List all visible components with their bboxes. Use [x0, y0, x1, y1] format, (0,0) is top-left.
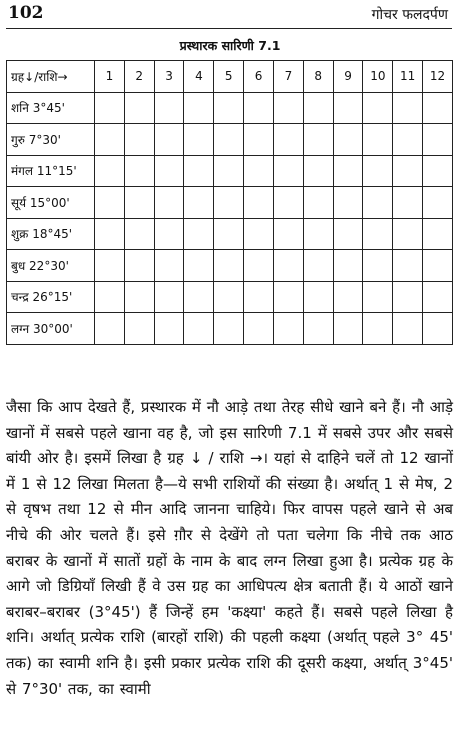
planet-label: शनि 3°45' [7, 92, 95, 124]
prastharak-table [6, 60, 453, 345]
corner-label: ग्रह↓/राशि→ [7, 61, 95, 93]
empty-cell [244, 124, 274, 156]
empty-cell [333, 92, 363, 124]
empty-cell [184, 124, 214, 156]
header-rule [6, 28, 452, 29]
sign-number-header: 10 [363, 61, 393, 93]
empty-cell [214, 155, 244, 187]
table-row [7, 250, 453, 282]
empty-cell [124, 218, 154, 250]
empty-cell [184, 250, 214, 282]
empty-cell [184, 281, 214, 313]
empty-cell [214, 313, 244, 345]
empty-cell [393, 218, 423, 250]
empty-cell [273, 92, 303, 124]
empty-cell [95, 281, 125, 313]
empty-cell [244, 187, 274, 219]
empty-cell [333, 250, 363, 282]
empty-cell [214, 281, 244, 313]
empty-cell [303, 218, 333, 250]
planet-label: चन्द्र 26°15' [7, 281, 95, 313]
header-row [7, 61, 453, 93]
table-row [7, 218, 453, 250]
sign-number-header: 6 [244, 61, 274, 93]
table-row [7, 313, 453, 345]
sign-number-header: 11 [393, 61, 423, 93]
empty-cell [363, 250, 393, 282]
planet-label: लग्न 30°00' [7, 313, 95, 345]
empty-cell [124, 124, 154, 156]
planet-label: सूर्य 15°00' [7, 187, 95, 219]
empty-cell [184, 218, 214, 250]
empty-cell [95, 124, 125, 156]
empty-cell [154, 313, 184, 345]
sign-number-header: 2 [124, 61, 154, 93]
empty-cell [363, 92, 393, 124]
empty-cell [423, 218, 453, 250]
empty-cell [95, 187, 125, 219]
empty-cell [244, 155, 274, 187]
empty-cell [423, 313, 453, 345]
sign-number-header: 12 [423, 61, 453, 93]
empty-cell [95, 313, 125, 345]
empty-cell [423, 281, 453, 313]
empty-cell [154, 124, 184, 156]
empty-cell [363, 187, 393, 219]
empty-cell [154, 250, 184, 282]
empty-cell [154, 218, 184, 250]
empty-cell [393, 155, 423, 187]
empty-cell [303, 92, 333, 124]
table-row [7, 155, 453, 187]
sign-number-header: 3 [154, 61, 184, 93]
empty-cell [393, 187, 423, 219]
empty-cell [363, 155, 393, 187]
empty-cell [273, 124, 303, 156]
empty-cell [273, 250, 303, 282]
empty-cell [333, 187, 363, 219]
empty-cell [423, 92, 453, 124]
empty-cell [124, 313, 154, 345]
empty-cell [244, 92, 274, 124]
empty-cell [184, 187, 214, 219]
empty-cell [95, 218, 125, 250]
table-title: प्रस्थारक सारिणी 7.1 [179, 38, 281, 53]
empty-cell [303, 124, 333, 156]
empty-cell [393, 281, 423, 313]
empty-cell [273, 281, 303, 313]
empty-cell [214, 218, 244, 250]
empty-cell [154, 281, 184, 313]
empty-cell [154, 92, 184, 124]
empty-cell [124, 281, 154, 313]
empty-cell [154, 187, 184, 219]
empty-cell [95, 92, 125, 124]
empty-cell [303, 187, 333, 219]
page-number: 102 [8, 3, 44, 23]
empty-cell [363, 281, 393, 313]
running-title: गोचर फलदर्पण [371, 7, 448, 23]
empty-cell [244, 218, 274, 250]
empty-cell [214, 187, 244, 219]
empty-cell [363, 218, 393, 250]
empty-cell [124, 250, 154, 282]
empty-cell [273, 187, 303, 219]
empty-cell [95, 250, 125, 282]
sign-number-header: 5 [214, 61, 244, 93]
empty-cell [393, 250, 423, 282]
empty-cell [393, 92, 423, 124]
empty-cell [423, 250, 453, 282]
sign-number-header: 7 [273, 61, 303, 93]
empty-cell [214, 250, 244, 282]
table-row [7, 92, 453, 124]
empty-cell [244, 281, 274, 313]
empty-cell [303, 281, 333, 313]
empty-cell [124, 92, 154, 124]
empty-cell [124, 187, 154, 219]
sign-number-header: 4 [184, 61, 214, 93]
empty-cell [363, 313, 393, 345]
planet-label: शुक्र 18°45' [7, 218, 95, 250]
sign-number-header: 8 [303, 61, 333, 93]
page-header [0, 0, 460, 30]
table-row [7, 124, 453, 156]
empty-cell [244, 250, 274, 282]
empty-cell [333, 281, 363, 313]
planet-label: मंगल 11°15' [7, 155, 95, 187]
empty-cell [124, 155, 154, 187]
table-row [7, 187, 453, 219]
empty-cell [95, 155, 125, 187]
empty-cell [154, 155, 184, 187]
empty-cell [333, 313, 363, 345]
body-paragraph: जैसा कि आप देखते हैं, प्रस्थारक में नौ आड़े तथा तेरह सीधे खाने बने हैं। नौ आड़े खानों में सबसे पहले खाना वह है, जो इस सारिणी 7.1 में सबसे उपर और सबसे बांयी ओर है। इसमें लिखा है ग्रह ↓ / राशि →। यहां से दाहिने चलें तो 12 खानों में 1 से 12 लिखा मिलता है—ये सभी राशियों की संख्या है। अर्थात् 1 से मेष, 2 से वृषभ तथा 12 से मीन आदि जानना चाहिये। फिर वापस पहले खाने से अब नीचे की ओर चलते हैं। इसे ग़ौर से देखेंगे तो पता चलेगा कि नीचे तक आठ बराबर के खानों में सातों ग्रहों के नाम के बाद लग्न लिखा हुआ है। प्रत्येक ग्रह के आगे जो डिग्रियाँ लिखी हैं वे उस ग्रह का आधिपत्य क्षेत्र बताती हैं। ये आठों खाने बराबर–बराबर (3°45') हैं जिन्हें हम 'कक्ष्या' कहते हैं। सबसे पहले लिखा है शनि। अर्थात् प्रत्येक राशि (बारहों राशि) की पहली कक्ष्या (अर्थात् पहले 3° 45' तक) का स्वामी शनि है। इसी प्रकार प्रत्येक राशि की दूसरी कक्ष्या, अर्थात् 3°45' से 7°30' तक, का स्वामी [6, 398, 453, 698]
sign-number-header: 9 [333, 61, 363, 93]
planet-label: गुरु 7°30' [7, 124, 95, 156]
empty-cell [273, 313, 303, 345]
empty-cell [303, 313, 333, 345]
empty-cell [273, 155, 303, 187]
empty-cell [184, 313, 214, 345]
empty-cell [184, 92, 214, 124]
planet-label: बुध 22°30' [7, 250, 95, 282]
empty-cell [423, 155, 453, 187]
table-body [7, 61, 453, 345]
empty-cell [214, 124, 244, 156]
sign-number-header: 1 [95, 61, 125, 93]
empty-cell [184, 155, 214, 187]
empty-cell [333, 218, 363, 250]
empty-cell [244, 313, 274, 345]
empty-cell [333, 124, 363, 156]
empty-cell [303, 155, 333, 187]
empty-cell [393, 313, 423, 345]
empty-cell [423, 187, 453, 219]
empty-cell [333, 155, 363, 187]
empty-cell [423, 124, 453, 156]
empty-cell [393, 124, 423, 156]
table-row [7, 281, 453, 313]
empty-cell [273, 218, 303, 250]
empty-cell [363, 124, 393, 156]
empty-cell [303, 250, 333, 282]
empty-cell [214, 92, 244, 124]
